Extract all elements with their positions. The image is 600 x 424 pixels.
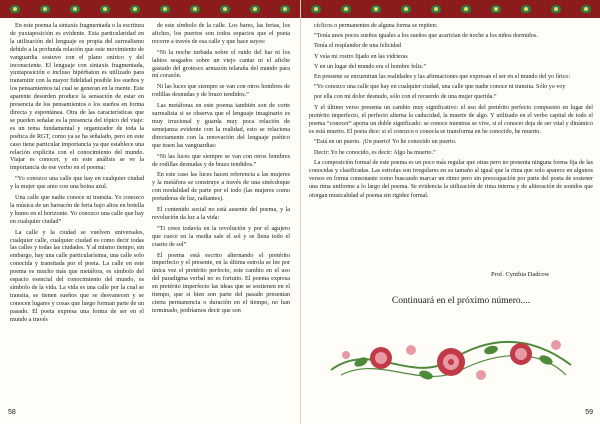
right-column [309,22,593,278]
page-number: 59 [585,409,593,416]
continued-notice: Continuará en el próximo número.... [391,296,531,306]
ornament-icon [579,3,593,15]
decorative-header-strip [301,0,600,18]
paragraph: En presente se encuentran las realidades y las afirmaciones que expresan el ser en el mundo del yo lírico: [314,74,571,81]
quote: “Está en un puerto. ¡Un puerto! Yo he conocido un puerto. [314,139,457,146]
paragraph: El contenido social no está ausente del poema, y la revolución da luz a la vida: [152,206,290,221]
paragraph: En este poema la sintaxis fragmentada o la escritura de yuxtaposición es evidente. Esta particularidad en la utilización del lenguaje es propia del surrealismo debido a la profunda relación que este movimiento de vanguardia sostuvo con el plano onírico y del inconsciente. El lenguaje con sintaxis fragmentada, yuxtaposición e incluso hipérbaton es utilizado para transmitir con la mayor fidelidad posible los sueños y los pensamientos tal cual se generan en la mente. Este aparente desorden produce la sensación de estar en presencia de los pensamientos o los sueños en forma directa y espontánea. Otra de las características que se pueden señalar es la presencia del tópico del viaje: es un tema fundamental y organizador de toda la poética de RGT, como ya se ha señalado, pero en este caso tiene particular importancia ya que establece una relación explícita con el conocimiento del mundo. Viajar es conocer, y en este análisis se ve la importancia de ese verbo en el poema: [10,22,144,172]
author-signature: Prof. Cynthia Dadcow [491,271,550,278]
quote: Ni las luces que siempre se van con otros hombres de rodillas desnudas y de brazo tendidos.” [152,83,290,99]
quote: Y en un lugar del mundo era el hombre feliz.” [314,63,427,70]
quote: Una calle que nadie conoce ni transita. Yo conozco la música de un barracón de feria bajo altos en botella y humo en el horizonte. Yo conozco una calle que hay en cualquier ciudad” [10,194,144,225]
quote: Y veía mi rostro fijado en las vidrieras [314,53,408,60]
ornament-icon [248,3,262,15]
ornament-icon [8,3,22,15]
ornament-icon [309,3,323,15]
paragraph: Y el último verso presenta un cambio muy significativo: el uso del pretérito perfecto compuesto en lugar del pretérito imperfecto, el perfecto alterna la caducidad, la muerte de algo. Y utilizado en el verbo capital de todo el poema “conocer” aporta un doble significado: se conoce mientras se vive, si el conocer deja de ser vital y dinámico es está muerto. El poeta dice: si el conozco o conocía se transforma en he conocido, he muerto. [309,104,593,136]
ornament-icon [459,3,473,15]
ornament-icon [278,3,292,15]
quote: “Ti crees todavía en la revolución y por el agujero que cuece en la media sale el sol y se llena todo el cuarto de sol” [152,224,290,248]
left-column-1 [10,22,144,402]
ornament-icon [68,3,82,15]
ornament-icon [489,3,503,15]
quote: “Yo conozco una calle que hay en cualquier ciudad y la mujer que amo con una boina azul. [10,175,144,191]
quote: Decir: Yo he conocido, es decir: Algo ha muerto.” [314,149,436,156]
floral-decoration [321,320,581,390]
quote: “Yo conozco una calle que hay en cualquier ciudad, una calle que nadie conoce ni transita. Sólo yo voy [314,84,566,91]
quote: “Tenía unos pocos sueños iguales a los sueños que acarician de noche a los niños dormidos. [314,33,538,40]
paragraph: En este caso las luces hacen referencia a las mujeres y la metáfora se construye a través de una sinécdoque con modalidad de parte por el todo (las mujeres como portadoras de luz, radiantes). [152,171,290,203]
ornament-icon [339,3,353,15]
paragraph: de este símbolo de la calle. Los bares, las ferias, los afiches, los puertos son todos espacios que el poeta recorre a través de esa calle y que hace suyos: [152,22,290,45]
quote: “Ni las luces que siempre se van con otros hombres de rodillas desnudas y de brazo tendidos.” [152,152,290,168]
ornament-icon [519,3,533,15]
quote: “Ni la noche turbada sobre el ruido del bar ni los labios sesgados sobre un viejo cantar ni el afiche gastado del grotesco armazón telaraña del mundo para mí corazón. [152,48,290,80]
ornament-icon [128,3,142,15]
ornament-icon [188,3,202,15]
quote: Tenía el resplandor de una felicidad [314,43,402,50]
ornament-icon [38,3,52,15]
paragraph: cíclicos o permanentes de alguna forma se repiten: [314,23,438,29]
paragraph: Las metáforas en este poema también son de corte surrealista si se observa que el lenguaje imaginario es muy irracional y guarda muy poca relación de semejanza evidente con la realidad, esto se relaciona directamente con la renovación del lenguaje poético que traen las vanguardias: [152,102,290,149]
left-column-2 [152,22,290,402]
ornament-icon [158,3,172,15]
ornament-icon [429,3,443,15]
decorative-header-strip [0,0,300,18]
ornament-icon [369,3,383,15]
page-number: 58 [8,409,16,416]
paragraph: La composición formal de este poema es un poco más regular que otras pero no presenta ninguna forma fija de las conocidas y clasificadas. Las estrofas son irregulares en su tamaño al igual que la rima que solo aparece en algunos versos en forma consonante como buscando marcar un ritmo pero sin preocupación por parte del poeta de sostener una rima uniforme a lo largo del poema. Se evidencia la utilización de rima interna y de aliteración de sonidos que otorgan musicalidad al poema sin rigidez formal. [309,159,593,199]
right-page [300,0,600,424]
paragraph: El poema está escrito alternando el pretérito imperfecto y el presente, en la última estrofa se lee por única vez el pretérito perfecto, este cambio en el uso del paradigma verbal no es fortuito. El poema expresa en pretérito imperfecto las ideas que se sostienen en el tiempo, que si bien son parte del pasado presentan cierta permanencia o duración en el tiempo, no han terminado, podríamos decir que son [152,251,290,314]
paragraph: La calle y la ciudad se vuelven universales, cualquier calle, cualquier ciudad es como decir todas las calles y todas las ciudades. Y al mismo tiempo, sin embargo, hay una calle particularísima, una calle solo conocida y transitada por el poeta. La calle en este poema es mucho más que metáfora, es símbolo del espacio esencial del conocimiento del mundo, es símbolo de la vida. La vida es una calle por la cual se transita, se tienen sueños que se desvanecen y se conocen lugares y cosas que luego forman parte de un pasado. El poeta expresa una forma de ser en el mundo a través [10,228,144,323]
ornament-icon [218,3,232,15]
quote: por ella con mi dolor desnudo, sólo con el recuerdo de una mujer querida.” [314,94,497,101]
ornament-icon [549,3,563,15]
ornament-icon [399,3,413,15]
ornament-icon [98,3,112,15]
